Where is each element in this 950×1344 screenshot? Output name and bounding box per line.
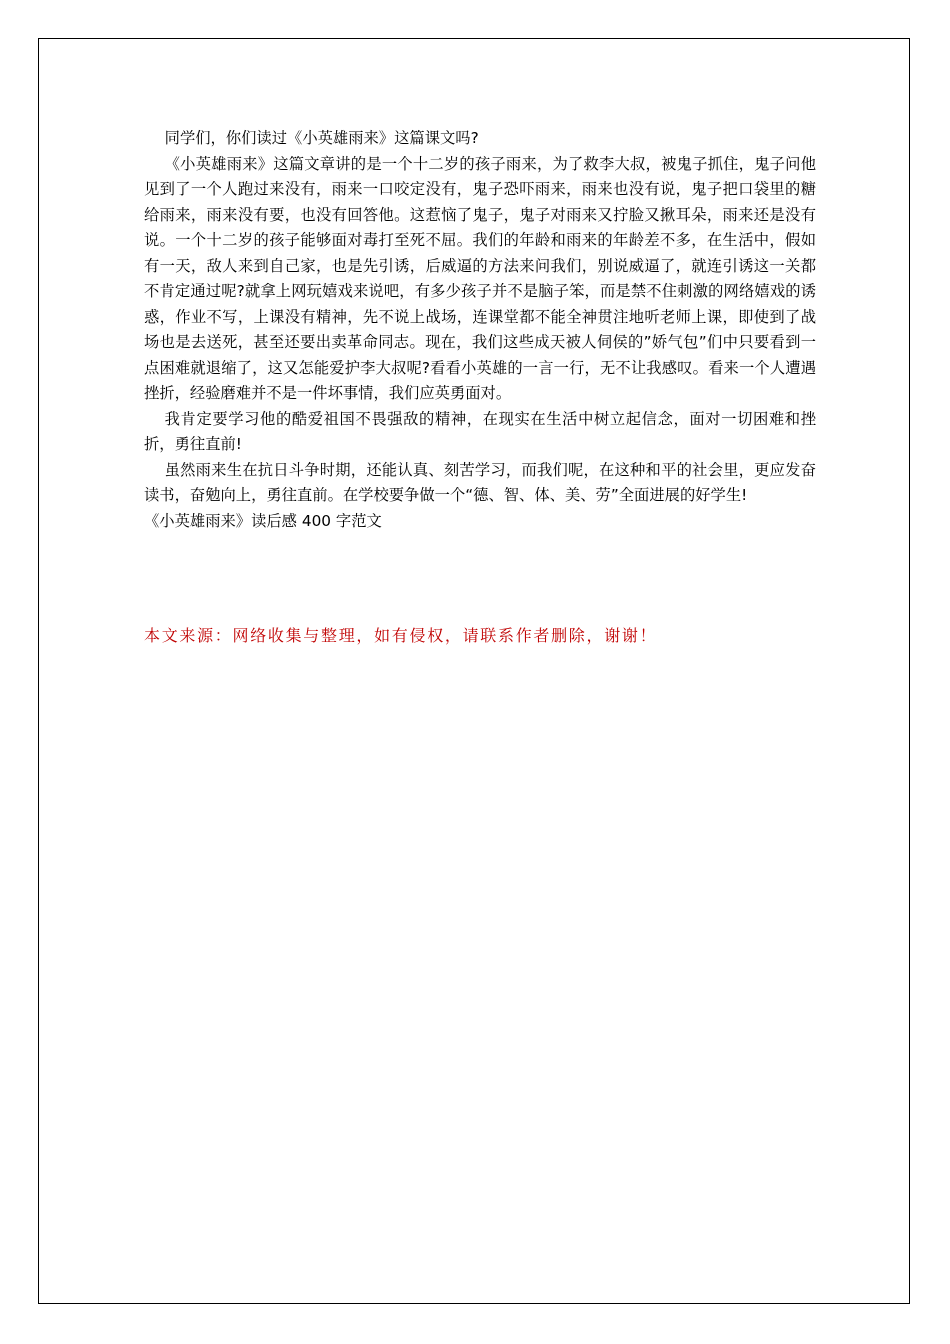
source-disclaimer: 本文来源：网络收集与整理，如有侵权，请联系作者删除，谢谢！ (144, 626, 658, 645)
paragraph-story: 《小英雄雨来》这篇文章讲的是一个十二岁的孩子雨来，为了救李大叔，被鬼子抓住，鬼子问他见到了一个人跑过来没有，雨来一口咬定没有，鬼子恐吓雨来，雨来也没有说，鬼子把口袋里的糖给雨来，雨来没有要，也没有回答他。这惹恼了鬼子，鬼子对雨来又拧脸又揪耳朵，雨来还是没有说。一个十二岁的孩子能够面对毒打至死不屈。我们的年龄和雨来的年龄差不多，在生活中，假如有一天，敌人来到自己家，也是先引诱，后威逼的方法来问我们，别说威逼了，就连引诱这一关都不肯定通过呢?就拿上网玩嬉戏来说吧，有多少孩子并不是脑子笨，而是禁不住刺激的网络嬉戏的诱惑，作业不写，上课没有精神，先不说上战场，连课堂都不能全神贯注地听老师上课，即使到了战场也是去送死，甚至还要出卖革命同志。现在，我们这些成天被人伺侯的”娇气包”们中只要看到一点困难就退缩了，这又怎能爱护李大叔呢?看看小英雄的一言一行，无不让我感叹。看来一个人遭遇挫折，经验磨难并不是一件坏事情，我们应英勇面对。 (144, 154, 816, 402)
paragraph-intro: 同学们，你们读过《小英雄雨来》这篇课文吗? (164, 129, 479, 147)
essay-title-line: 《小英雄雨来》读后感 400 字范文 (144, 511, 382, 530)
paragraph-conclusion: 虽然雨来生在抗日斗争时期，还能认真、刻苦学习，而我们呢，在这种和平的社会里，更应发奋读书，奋勉向上，勇往直前。在学校要争做一个“德、智、体、美、劳”全面进展的好学生! (144, 460, 816, 504)
paragraph-resolve: 我肯定要学习他的酷爱祖国不畏强敌的精神，在现实在生活中树立起信念，面对一切困难和挫折，勇往直前! (144, 409, 816, 453)
article-body (144, 126, 816, 534)
